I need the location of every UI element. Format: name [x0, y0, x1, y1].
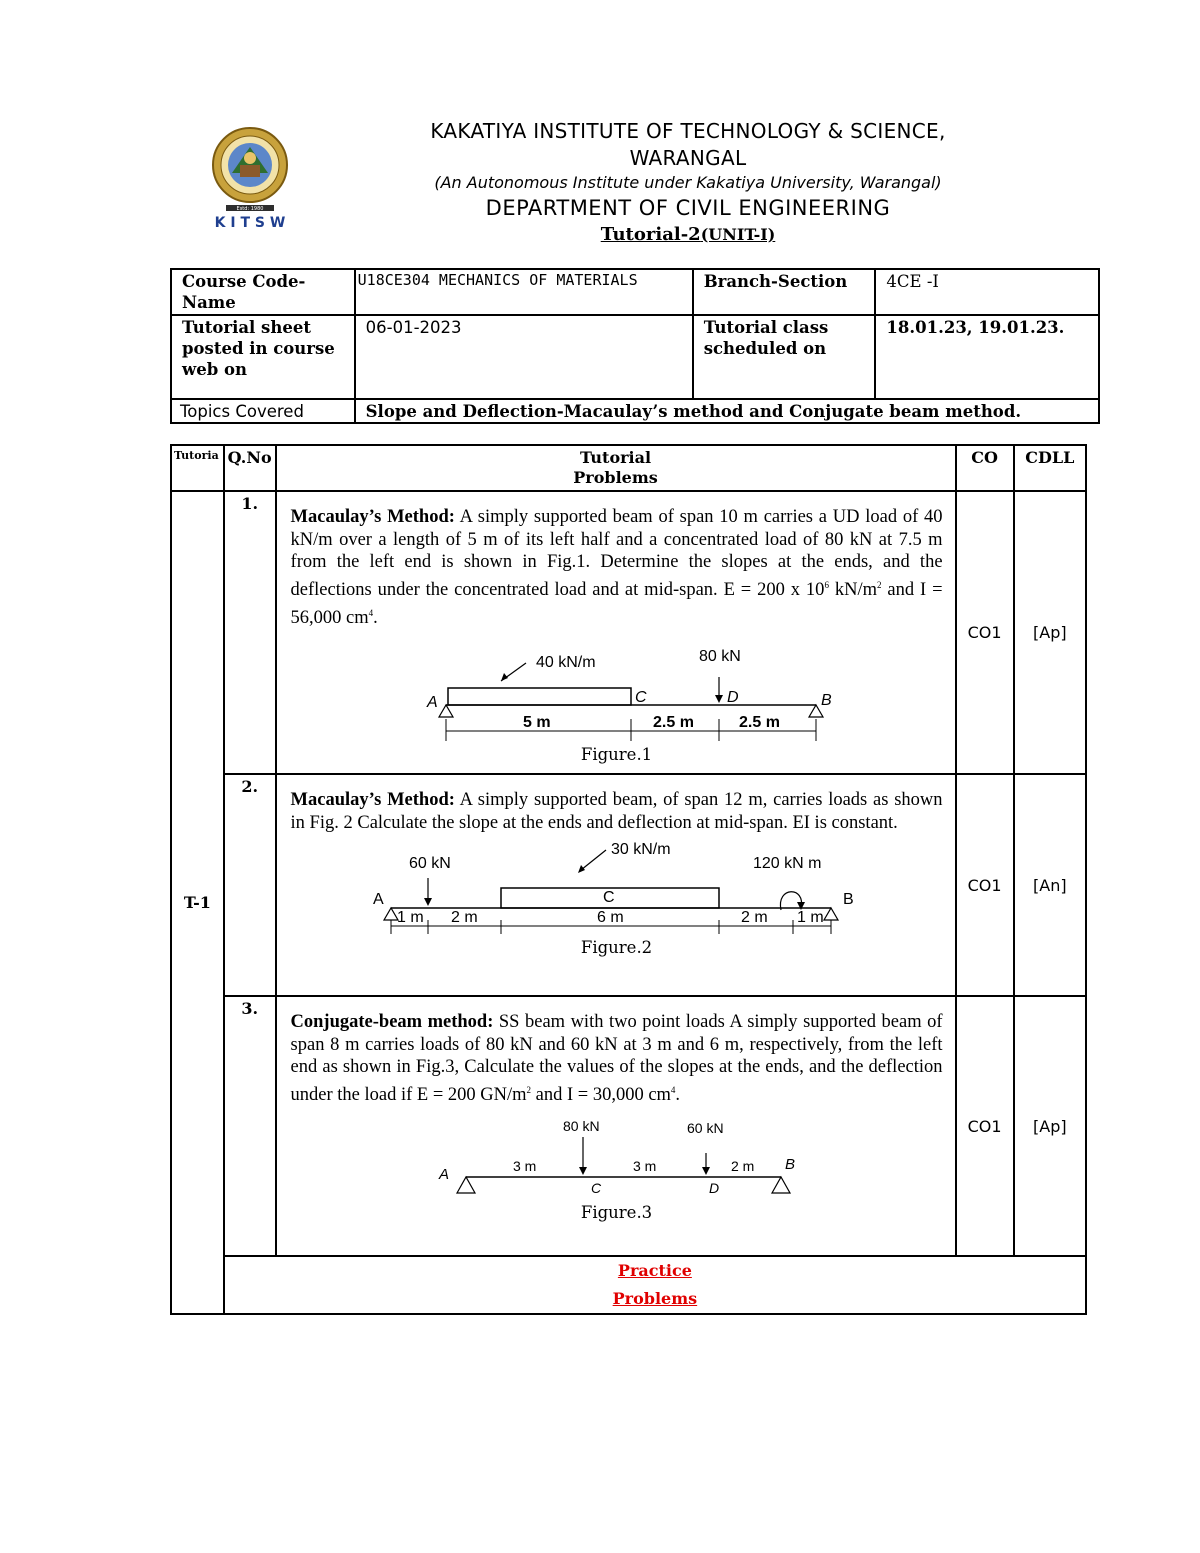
fig2-support-a: A	[372, 891, 384, 909]
fig3-support-a: A	[438, 1165, 449, 1183]
problem-text: Macaulay’s Method: A simply supported beam, of span 12 m, carries loads as shown in Fig. 2 Calculate the slope at the ends and deflection at mid-span. EI is constant.	[290, 790, 943, 833]
posted-value: 06-01-2023	[355, 315, 693, 399]
fig2-moment-label: 120 kN m	[752, 855, 821, 873]
figure-caption: Figure.3	[580, 1202, 653, 1222]
fig3-dim-2: 3 m	[632, 1157, 656, 1174]
question-number: 3.	[224, 996, 276, 1256]
problem-row	[171, 491, 1086, 774]
department-name: DEPARTMENT OF CIVIL ENGINEERING	[485, 196, 891, 220]
co-value: CO1	[956, 774, 1014, 996]
fig3-point-c: C	[590, 1179, 601, 1196]
course-label: Course Code-Name	[171, 269, 355, 315]
problem-row	[171, 774, 1086, 996]
course-value: U18CE304 MECHANICS OF MATERIALS	[355, 269, 693, 315]
fig1-dim-2: 2.5 m	[652, 714, 694, 732]
fig1-dim-1: 5 m	[522, 714, 551, 732]
svg-text:Estd: 1980: Estd: 1980	[236, 206, 264, 212]
fig2-support-b: B	[842, 891, 854, 909]
figure-caption: Figure.1	[580, 745, 653, 765]
problem-text: Macaulay’s Method: A simply supported beam of span 10 m carries a UD load of 40 kN/m over a length of 5 m of its left half and a concentrated load of 80 kN at 7.5 m from the left end is shown in Fig.1. Determine the slopes at the ends, and the deflections under the concentrated load and at mid-span. E = 200 x $10^6$ $kN/m^2$ and I = 56,000 $cm^4$.	[290, 507, 943, 628]
fig2-dim-4: 2 m	[740, 909, 768, 927]
problem-content	[276, 996, 956, 1256]
tutorial-problems-table	[170, 444, 1087, 1315]
fig3-support-b: B	[784, 1155, 795, 1173]
branch-label: Branch-Section	[693, 269, 876, 315]
fig1-point-label: 80 kN	[698, 648, 741, 666]
scheduled-label: Tutorial class scheduled on	[693, 315, 876, 399]
tutorial-title: Tutorial-2(UNIT-I)	[600, 224, 776, 245]
fig2-dim-3: 6 m	[596, 909, 624, 927]
svg-text:K I T S W: K I T S W	[214, 215, 286, 231]
fig3-point-d: D	[708, 1179, 719, 1196]
institute-logo	[210, 125, 290, 233]
question-number: 1.	[224, 491, 276, 774]
co-value: CO1	[956, 996, 1014, 1256]
fig1-dim-3: 2.5 m	[738, 714, 780, 732]
fig2-dim-5: 1 m	[796, 909, 824, 927]
fig1-support-a: A	[426, 694, 438, 712]
problem-content	[276, 491, 956, 774]
branch-value: 4CE -I	[875, 269, 1099, 315]
figure-3-beam	[291, 1113, 943, 1203]
institute-subtitle: (An Autonomous Institute under Kakatiya University, Warangal)	[434, 173, 942, 192]
cdll-value: [An]	[1014, 774, 1086, 996]
cdll-value: [Ap]	[1014, 996, 1086, 1256]
col-cdll-header: CDLL	[1014, 445, 1086, 491]
course-info-table	[170, 268, 1100, 424]
practice-problems-heading: Practice Problems	[224, 1256, 1086, 1314]
scheduled-value: 18.01.23, 19.01.23.	[875, 315, 1099, 399]
fig2-dim-2: 2 m	[450, 909, 478, 927]
fig3-dim-1: 3 m	[512, 1157, 536, 1174]
fig2-point-c: C	[602, 889, 615, 907]
fig3-point-2-label: 60 kN	[686, 1119, 724, 1136]
col-qno-header: Q.No	[224, 445, 276, 491]
question-number: 2.	[224, 774, 276, 996]
figure-caption: Figure.2	[580, 938, 653, 958]
figure-1-beam	[291, 635, 943, 745]
problem-content	[276, 774, 956, 996]
posted-label: Tutorial sheet posted in course web on	[171, 315, 355, 399]
fig3-dim-3: 2 m	[730, 1157, 754, 1174]
problem-text: Conjugate-beam method: SS beam with two point loads A simply supported beam of span 8 m carries loads of 80 kN and 60 kN at 3 m and 6 m, respectively, from the left end as shown in Fig.3, Calculate the values of the slopes at the ends, and the deflection under the load if E = 200 $GN/m^2$ and I = 30,000 $cm^4$.	[290, 1012, 943, 1105]
topics-label: Topics Covered	[171, 399, 355, 423]
figure-2-beam	[291, 838, 943, 938]
cdll-value: [Ap]	[1014, 491, 1086, 774]
fig1-support-b: B	[820, 692, 832, 710]
col-tutorial-header: Tutoria	[171, 445, 224, 491]
fig1-point-d: D	[726, 689, 739, 707]
fig2-udl-label: 30 kN/m	[610, 841, 671, 859]
fig3-point-1-label: 80 kN	[562, 1117, 600, 1134]
co-value: CO1	[956, 491, 1014, 774]
fig1-point-c: C	[634, 689, 647, 707]
topics-value: Slope and Deflection-Macaulay’s method and Conjugate beam method.	[355, 399, 1099, 423]
fig2-dim-1: 1 m	[396, 909, 424, 927]
col-problems-header: Tutorial Problems	[276, 445, 956, 491]
institute-name: KAKATIYA INSTITUTE OF TECHNOLOGY & SCIENCE, WARANGAL	[430, 119, 946, 170]
col-co-header: CO	[956, 445, 1014, 491]
tutorial-id: T-1	[171, 491, 224, 1314]
practice-row	[171, 1256, 1086, 1314]
fig2-point-label: 60 kN	[408, 855, 451, 873]
fig1-udl-label: 40 kN/m	[535, 654, 596, 672]
problem-row	[171, 996, 1086, 1256]
